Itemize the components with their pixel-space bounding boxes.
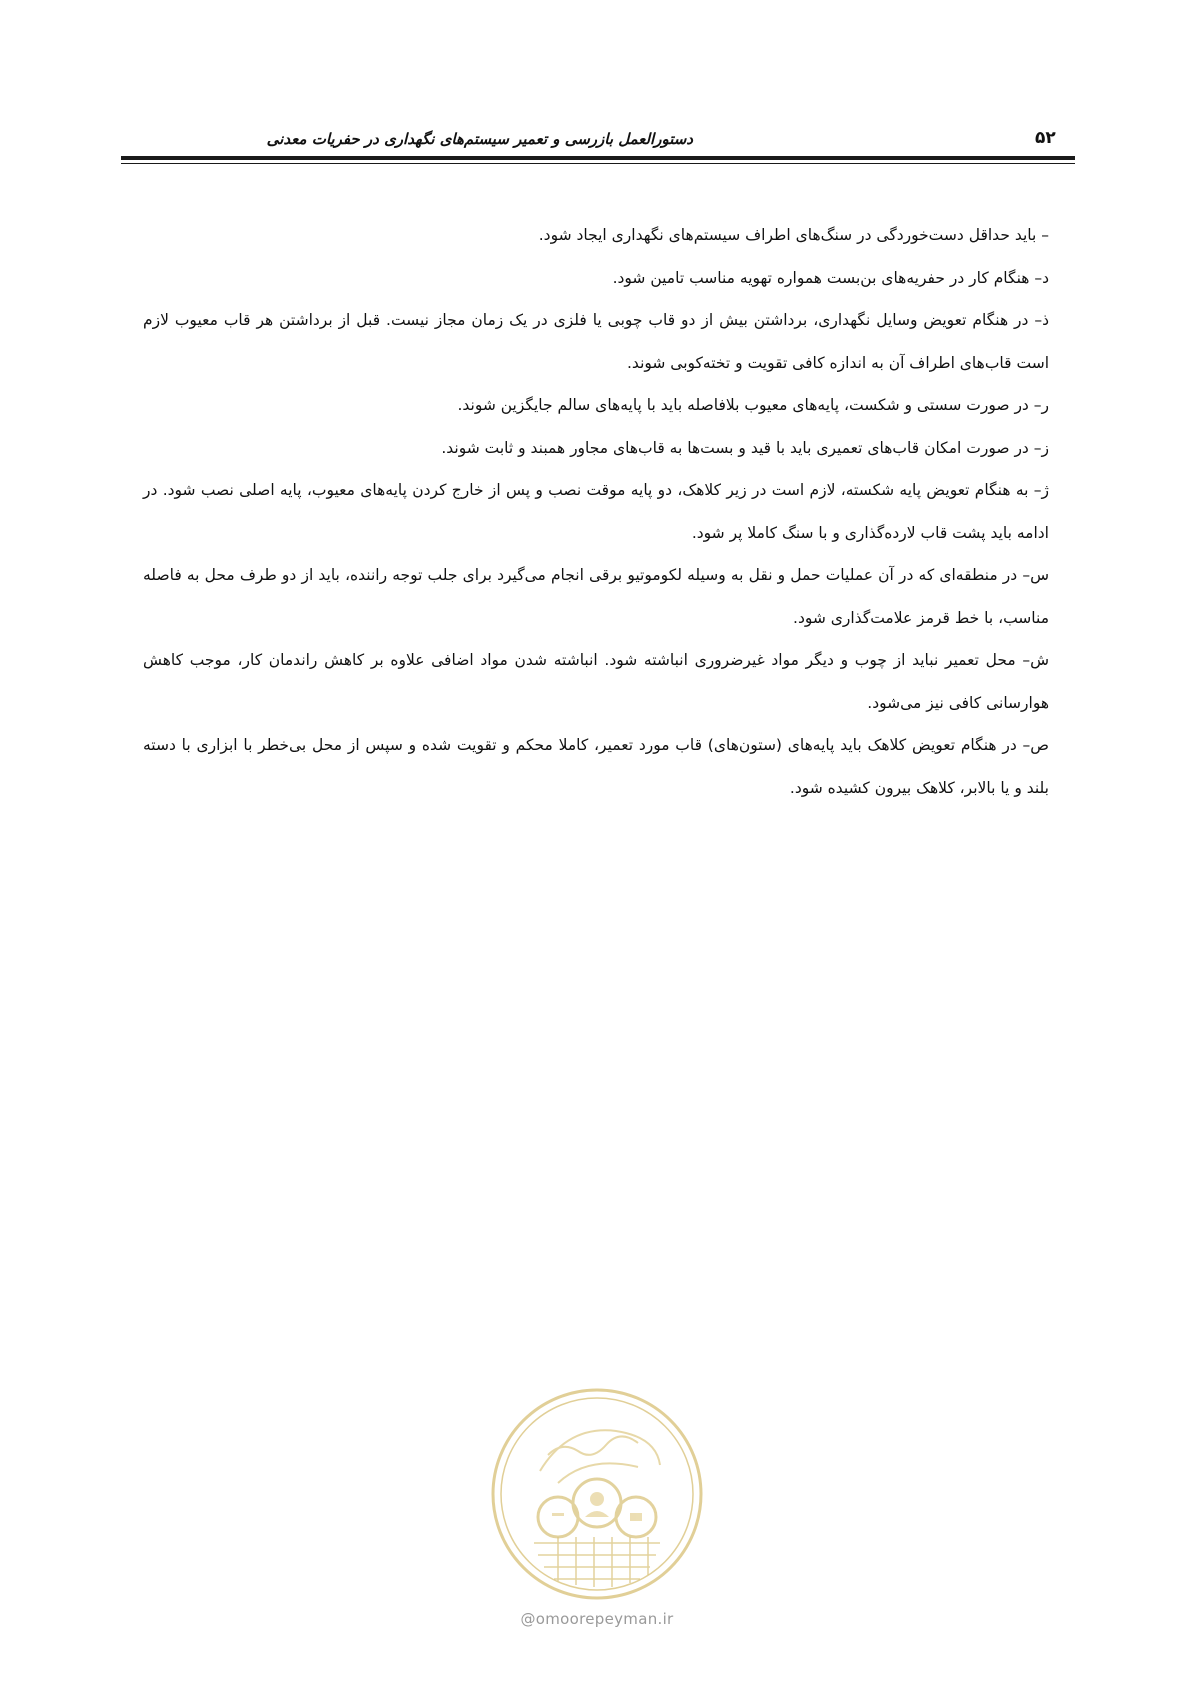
list-item-re: ر– در صورت سستی و شکست، پایه‌های معیوب بلافاصله باید با پایه‌های سالم جایگزین شوند. xyxy=(457,396,1049,414)
watermark-seal-icon xyxy=(488,1385,706,1603)
watermark-caption: @omoorepeyman.ir xyxy=(520,1610,674,1628)
list-item-ze: ز– در صورت امکان قاب‌های تعمیری باید با قید و بست‌ها به قاب‌های مجاور همبند و ثابت شوند. xyxy=(441,438,1049,457)
running-header-title: دستورالعمل بازرسی و تعمیر سیستم‌های نگهداری در حفریات معدنی xyxy=(266,130,693,148)
header-rule-thin xyxy=(121,163,1075,164)
list-item-sin: س– در منطقه‌ای که در آن عملیات حمل و نقل به وسیله لکوموتیو برقی انجام می‌گیرد برای جلب توجه راننده، باید از دو طرف محل به فاصله مناسب، با خط قرمز علامت‌گذاری شود. xyxy=(143,566,1049,627)
document-body xyxy=(143,214,1049,809)
watermark-logo xyxy=(488,1385,706,1603)
page-header xyxy=(121,128,1075,154)
list-item-sad: ص– در هنگام تعویض کلاهک باید پایه‌های (ستون‌های) قاب مورد تعمیر، کاملا محکم و تقویت شده و سپس از محل بی‌خطر با ابزاری با دسته بلند و یا بالابر، کلاهک بیرون کشیده شود. xyxy=(143,736,1049,797)
list-item-zal: ذ– در هنگام تعویض وسایل نگهداری، برداشتن بیش از دو قاب چوبی یا فلزی در یک زمان مجاز نیست. قبل از برداشتن هر قاب معیوب لازم است قاب‌های اطراف آن به اندازه کافی تقویت و تخته‌کوبی شوند. xyxy=(143,311,1049,372)
list-item-dash: – باید حداقل دست‌خوردگی در سنگ‌های اطراف سیستم‌های نگهداری ایجاد شود. xyxy=(538,226,1049,244)
page-number: ۵۲ xyxy=(1035,128,1056,148)
list-item-zhe: ژ– به هنگام تعویض پایه شکسته، لازم است در زیر کلاهک، دو پایه موقت نصب و پس از خارج کردن پایه‌های معیوب، پایه اصلی نصب شود. در ادامه باید پشت قاب لارده‌گذاری و با سنگ کاملا پر شود. xyxy=(143,481,1049,542)
header-rule-thick xyxy=(121,156,1075,160)
list-item-shin: ش– محل تعمیر نباید از چوب و دیگر مواد غیرضروری انباشته شود. انباشته شدن مواد اضافی علاوه بر کاهش راندمان کار، موجب کاهش هوارسانی کافی نیز می‌شود. xyxy=(143,651,1049,712)
list-item-dal: د– هنگام کار در حفریه‌های بن‌بست همواره تهویه مناسب تامین شود. xyxy=(612,268,1049,287)
